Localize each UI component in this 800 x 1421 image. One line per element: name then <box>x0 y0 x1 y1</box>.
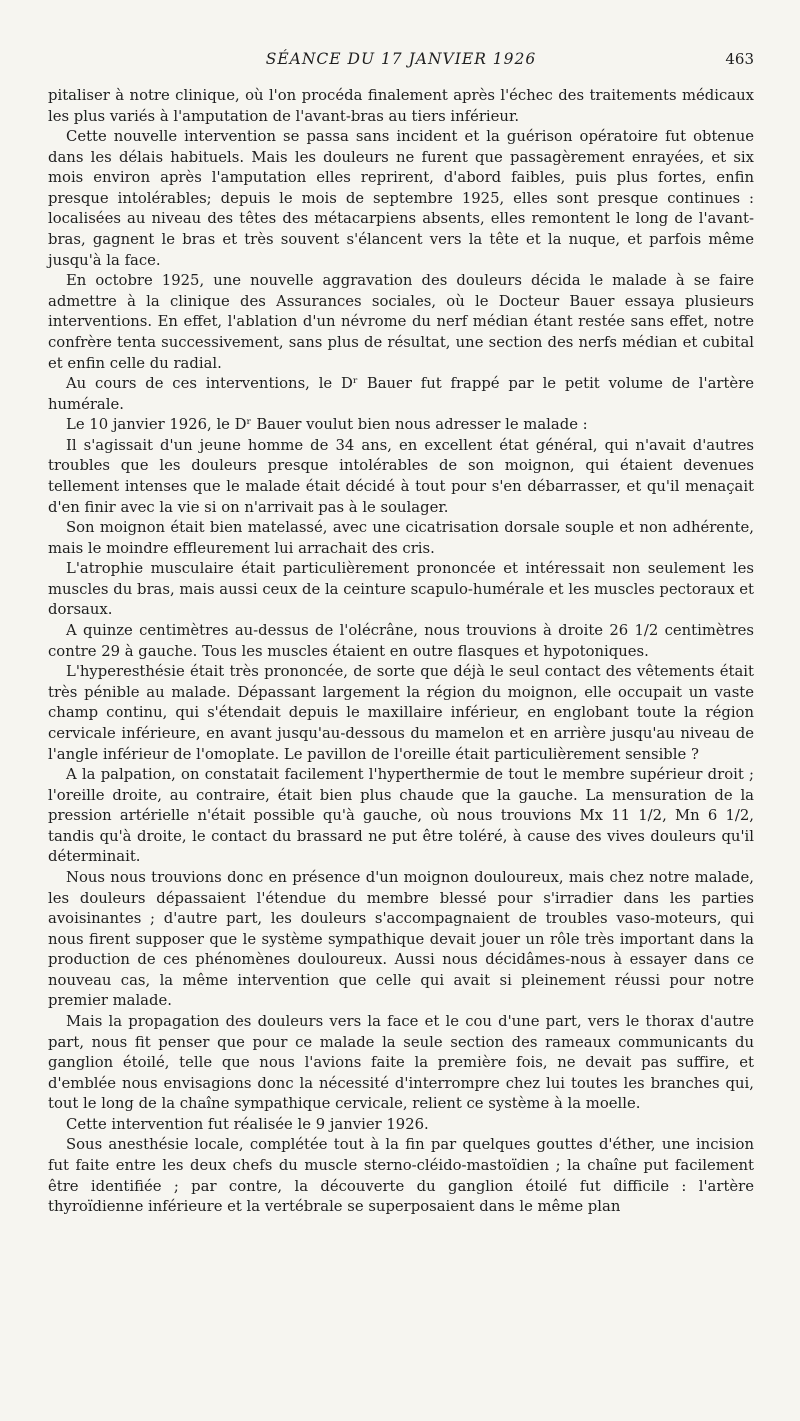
paragraph: Sous anesthésie locale, complétée tout à la fin par quelques gouttes d'éther, une incision fut faite entre les deux chefs du muscle sterno-cléido-mastoïdien ; la chaîne put facilement être identifiée ; par contre, la découverte du ganglion étoilé fut difficile : l'artère thyroïdienne inférieure et la vertébrale se superposaient dans le même plan <box>48 1136 754 1216</box>
paragraph: Mais la propagation des douleurs vers la face et le cou d'une part, vers le thorax d'autre part, nous fit penser que pour ce malade la seule section des rameaux communicants du ganglion étoilé, telle que nous l'avions faite la première fois, ne devait pas suffire, et d'emblée nous envisagions donc la nécessité d'interrompre chez lui toutes les branches qui, tout le long de la chaîne sympathique cervicale, relient ce système à la moelle. <box>48 1013 754 1113</box>
paragraph: A la palpation, on constatait facilement l'hyperthermie de tout le membre supérieur droit ; l'oreille droite, au contraire, était bien plus chaude que la gauche. La mensuration de la pression artérielle n'était possible qu'à gauche, où nous trouvions Mx 11 1/2, Mn 6 1/2, tandis qu'à droite, le contact du brassard ne put être toléré, à cause des vives douleurs qu'il déterminait. <box>48 766 754 866</box>
paragraph: A quinze centimètres au-dessus de l'olécrâne, nous trouvions à droite 26 1/2 centimètres contre 29 à gauche. Tous les muscles étaient en outre flasques et hypotoniques. <box>48 622 754 660</box>
paragraph: Cette intervention fut réalisée le 9 janvier 1926. <box>66 1115 429 1133</box>
header-title: SÉANCE DU 17 JANVIER 1926 <box>265 50 537 68</box>
paragraph: Au cours de ces interventions, le Dʳ Bauer fut frappé par le petit volume de l'artère humérale. <box>48 375 754 413</box>
page-number: 463 <box>725 50 754 68</box>
paragraph: L'atrophie musculaire était particulièrement prononcée et intéressait non seulement les muscles du bras, mais aussi ceux de la ceinture scapulo-humérale et les muscles pectoraux et dorsaux. <box>48 560 754 619</box>
paragraph: Cette nouvelle intervention se passa sans incident et la guérison opératoire fut obtenue dans les délais habituels. Mais les douleurs ne furent que passagèrement enrayées, et six mois environ après l'amputation elles reprirent, d'abord faibles, puis plus fortes, enfin presque intolérables; depuis le mois de septembre 1925, elles sont presque continues : localisées au niveau des têtes des métacarpiens absents, elles remontent le long de l'avant-bras, gagnent le bras et très souvent s'élancent vers la tête et la nuque, et parfois même jusqu'à la face. <box>48 128 754 269</box>
paragraph: Le 10 janvier 1926, le Dʳ Bauer voulut bien nous adresser le malade : <box>66 416 588 434</box>
paragraph: Il s'agissait d'un jeune homme de 34 ans, en excellent état général, qui n'avait d'autres troubles que les douleurs presque intolérables de son moignon, qui étaient devenues tellement intenses que le malade était décidé à tout pour s'en débarrasser, et qu'il menaçait d'en finir avec la vie si on n'arrivait pas à le soulager. <box>48 436 754 516</box>
document-page <box>48 50 754 1218</box>
running-header <box>48 50 754 78</box>
paragraph: L'hyperesthésie était très prononcée, de sorte que déjà le seul contact des vêtements était très pénible au malade. Dépassant largement la région du moignon, elle occupait un vaste champ continu, qui s'étendait depuis le maxillaire inférieur, en englobant toute la région cervicale inférieure, en avant jusqu'au-dessous du mamelon et en arrière jusqu'au niveau de l'angle inférieur de l'omoplate. Le pavillon de l'oreille était particulièrement sensible ? <box>48 663 754 763</box>
paragraph: pitaliser à notre clinique, où l'on procéda finalement après l'échec des traitements médicaux les plus variés à l'amputation de l'avant-bras au tiers inférieur. <box>48 87 754 125</box>
body-text <box>48 86 754 1218</box>
paragraph: Son moignon était bien matelassé, avec une cicatrisation dorsale souple et non adhérente, mais le moindre effleurement lui arrachait des cris. <box>48 519 754 557</box>
paragraph: En octobre 1925, une nouvelle aggravation des douleurs décida le malade à se faire admettre à la clinique des Assurances sociales, où le Docteur Bauer essaya plusieurs interventions. En effet, l'ablation d'un névrome du nerf médian étant restée sans effet, notre confrère tenta successivement, sans plus de résultat, une section des nerfs médian et cubital et enfin celle du radial. <box>48 272 754 372</box>
paragraph: Nous nous trouvions donc en présence d'un moignon douloureux, mais chez notre malade, les douleurs dépassaient l'étendue du membre blessé pour s'irradier dans les parties avoisinantes ; d'autre part, les douleurs s'accompagnaient de troubles vaso-moteurs, qui nous firent supposer que le système sympathique devait jouer un rôle très important dans la production de ces phénomènes douloureux. Aussi nous décidâmes-nous à essayer dans ce nouveau cas, la même intervention que celle qui avait si pleinement réussi pour notre premier malade. <box>48 868 754 1010</box>
